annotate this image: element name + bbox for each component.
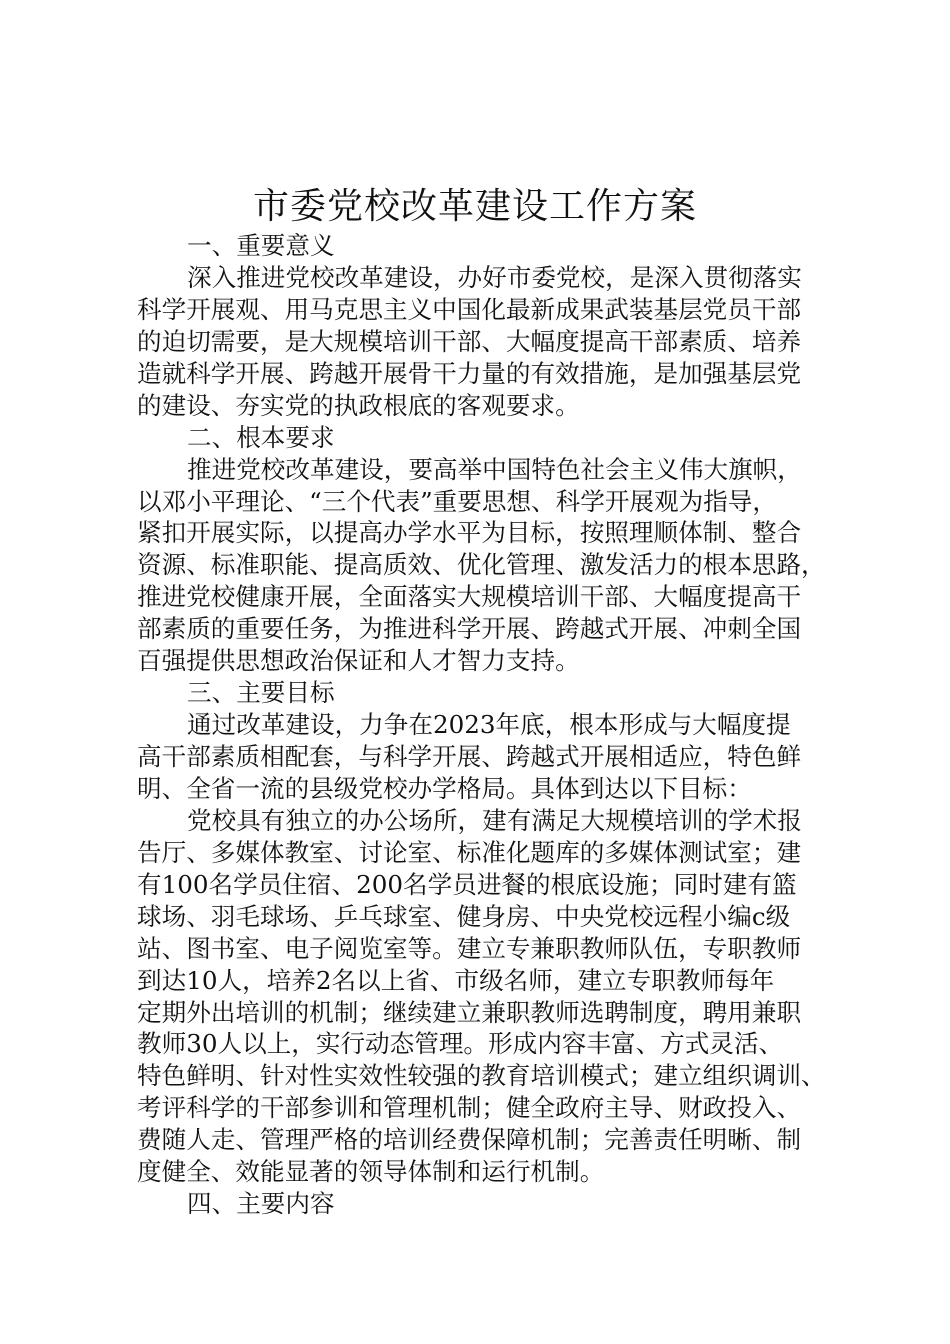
- paragraph-line: 百强提供思想政治保证和人才智力支持。: [137, 646, 580, 676]
- paragraph-line: 度健全、效能显著的领导体制和运行机制。: [137, 1157, 605, 1187]
- paragraph-line: 明、全省一流的县级党校办学格局。具体到达以下目标：: [137, 773, 752, 803]
- paragraph-line: 定期外出培训的机制；继续建立兼职教师选聘制度，聘用兼职: [137, 997, 802, 1027]
- document-body: [137, 230, 837, 1220]
- paragraph-line: 到达10人，培养2名以上省、市级名师，建立专职教师每年: [137, 965, 775, 995]
- paragraph-line: 推进党校健康开展，全面落实大规模培训干部、大幅度提高干: [137, 582, 802, 612]
- paragraph-first-line: 二、根本要求: [187, 422, 335, 452]
- paragraph-line: 的迫切需要，是大规模培训干部、大幅度提高干部素质、培养: [137, 326, 802, 356]
- paragraph-first-line: 一、重要意义: [187, 231, 335, 260]
- paragraph-first-line: 推进党校改革建设，要高举中国特色社会主义伟大旗帜，: [187, 454, 802, 484]
- paragraph-line: 考评科学的干部参训和管理机制；健全政府主导、财政投入、: [137, 1093, 802, 1123]
- paragraph-line: 部素质的重要任务，为推进科学开展、跨越式开展、冲刺全国: [137, 614, 802, 644]
- paragraph-first-line: 四、主要内容: [187, 1189, 335, 1219]
- paragraph-first-line: 党校具有独立的办公场所，建有满足大规模培训的学术报: [187, 805, 802, 835]
- paragraph-first-line: 深入推进党校改革建设，办好市委党校，是深入贯彻落实: [187, 262, 802, 292]
- paragraph-line: 高干部素质相配套，与科学开展、跨越式开展相适应，特色鲜: [137, 742, 802, 771]
- paragraph-line: 的建设、夯实党的执政根底的客观要求。: [137, 390, 580, 420]
- paragraph-line: 以邓小平理论、“三个代表”重要思想、科学开展观为指导，: [137, 486, 777, 516]
- paragraph-line: 紧扣开展实际，以提高办学水平为目标，按照理顺体制、整合: [137, 518, 802, 548]
- document-title: 市委党校改革建设工作方案: [252, 186, 697, 227]
- paragraph-line: 科学开展观、用马克思主义中国化最新成果武装基层党员干部: [137, 294, 802, 324]
- paragraph-line: 告厅、多媒体教室、讨论室、标准化题库的多媒体测试室；建: [137, 837, 802, 867]
- paragraph-line: 资源、标准职能、提高质效、优化管理、激发活力的根本思路，: [137, 550, 826, 580]
- paragraph-line: 特色鲜明、针对性实效性较强的教育培训模式；建立组织调训、: [137, 1061, 826, 1091]
- paragraph-line: 造就科学开展、跨越开展骨干力量的有效措施，是加强基层党: [137, 358, 802, 388]
- paragraph-line: 教师30人以上，实行动态管理。形成内容丰富、方式灵活、: [137, 1029, 784, 1059]
- paragraph-line: 有100名学员住宿、200名学员进餐的根底设施；同时建有篮: [137, 869, 797, 899]
- paragraph-first-line: 三、主要目标: [187, 678, 335, 708]
- paragraph-line: 球场、羽毛球场、乒乓球室、健身房、中央党校远程小编c级: [137, 901, 791, 931]
- paragraph-line: 站、图书室、电子阅览室等。建立专兼职教师队伍，专职教师: [137, 933, 802, 963]
- paragraph-first-line: 通过改革建设，力争在2023年底，根本形成与大幅度提: [187, 710, 791, 740]
- paragraph-line: 费随人走、管理严格的培训经费保障机制；完善责任明晰、制: [137, 1125, 802, 1155]
